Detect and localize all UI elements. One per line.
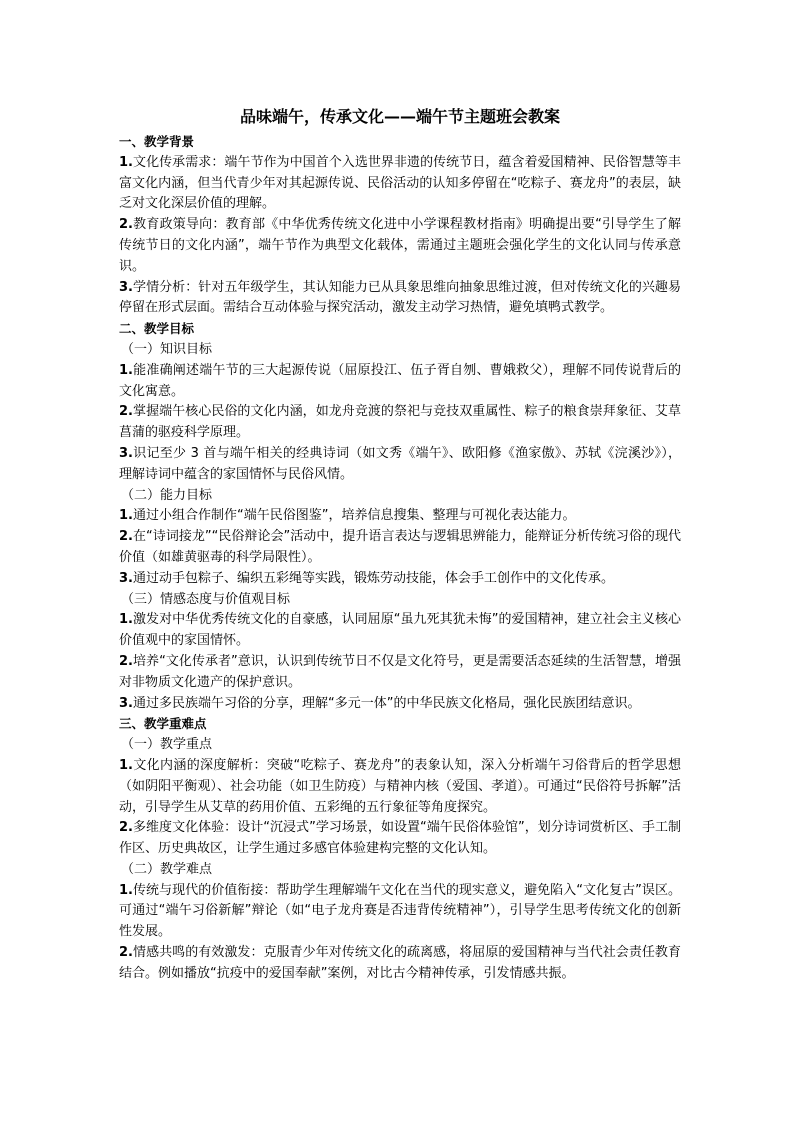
paragraph xyxy=(119,652,681,694)
section-heading-background: 一、教学背景 xyxy=(119,134,195,149)
item-number: 2. xyxy=(119,404,133,420)
paragraph-text: 教育政策导向：教育部《中华优秀传统文化进中小学课程教材指南》明确提出要“引导学生了解传统节日的文化内涵”，端午节作为典型文化载体，需通过主题班会强化学生的文化认同与传承意识。 xyxy=(119,217,681,274)
paragraph xyxy=(119,569,681,590)
item-number: 3. xyxy=(119,695,133,711)
paragraph-text: 激发对中华优秀传统文化的自豪感，认同屈原“虽九死其犹未悔”的爱国精神，建立社会主义核心价值观中的家国情怀。 xyxy=(119,612,681,649)
item-number: 1. xyxy=(119,154,133,170)
paragraph xyxy=(119,444,681,486)
paragraph-text: 通过小组合作制作“端午民俗图鉴”，培养信息搜集、整理与可视化表达能力。 xyxy=(132,508,576,524)
paragraph xyxy=(119,278,681,320)
paragraph-text: 学情分析：针对五年级学生，其认知能力已从具象思维向抽象思维过渡，但对传统文化的兴趣易停留在形式层面。需结合互动体验与探究活动，激发主动学习热情，避免填鸭式教学。 xyxy=(119,279,681,316)
paragraph-text: 在“诗词接龙”“民俗辩论会”活动中，提升语言表达与逻辑思辨能力，能辩证分析传统习俗的现代价值（如雄黄驱毒的科学局限性）。 xyxy=(119,529,681,565)
item-number: 2. xyxy=(119,820,133,836)
item-number: 2. xyxy=(119,653,133,669)
paragraph xyxy=(119,881,681,943)
paragraph-text: 识记至少 3 首与端午相关的经典诗词（如文秀《端午》、欧阳修《渔家傲》、苏轼《浣溪沙》），理解诗词中蕴含的家国情怀与民俗风情。 xyxy=(119,445,681,482)
paragraph xyxy=(119,153,681,215)
document-page xyxy=(119,104,681,985)
paragraph xyxy=(119,818,681,860)
item-number: 3. xyxy=(119,445,133,461)
item-number: 1. xyxy=(119,612,133,628)
paragraph-text: 掌握端午核心民俗的文化内涵，如龙舟竞渡的祭祀与竞技双重属性、粽子的粮食崇拜象征、艾草菖蒲的驱疫科学原理。 xyxy=(119,404,681,441)
subsection-heading: （一）知识目标 xyxy=(121,341,213,357)
paragraph xyxy=(119,756,681,818)
paragraph xyxy=(119,527,681,569)
item-number: 1. xyxy=(119,882,133,898)
item-number: 1. xyxy=(119,508,133,524)
subsection-heading: （二）教学难点 xyxy=(121,861,213,877)
subsection-heading: （一）教学重点 xyxy=(121,737,213,753)
section-heading-key-points: 三、教学重难点 xyxy=(119,716,207,732)
paragraph-text: 文化传承需求：端午节作为中国首个入选世界非遗的传统节日，蕴含着爱国精神、民俗智慧等丰富文化内涵，但当代青少年对其起源传说、民俗活动的认知多停留在“吃粽子、赛龙舟”的表层，缺乏对文化深层价值的理解。 xyxy=(119,154,681,212)
subsection-heading: （二）能力目标 xyxy=(121,487,213,503)
paragraph xyxy=(119,943,681,985)
paragraph-text: 文化内涵的深度解析：突破“吃粽子、赛龙舟”的表象认知，深入分析端午习俗背后的哲学思想（如阴阳平衡观）、社会功能（如卫生防疫）与精神内核（爱国、孝道）。可通过“民俗符号拆解”活动，引导学生从艾草的药用价值、五彩绳的五行象征等角度探究。 xyxy=(119,757,681,815)
paragraph-text: 多维度文化体验：设计“沉浸式”学习场景，如设置“端午民俗体验馆”，划分诗词赏析区、手工制作区、历史典故区，让学生通过多感官体验建构完整的文化认知。 xyxy=(119,820,681,857)
item-number: 1. xyxy=(119,362,133,378)
paragraph-text: 培养“文化传承者”意识，认识到传统节日不仅是文化符号，更是需要活态延续的生活智慧，增强对非物质文化遗产的保护意识。 xyxy=(119,653,681,690)
paragraph xyxy=(119,215,681,277)
paragraph xyxy=(119,694,681,715)
item-number: 3. xyxy=(119,279,133,295)
paragraph-text: 传统与现代的价值衔接：帮助学生理解端午文化在当代的现实意义，避免陷入“文化复古”误区。可通过“端午习俗新解”辩论（如“电子龙舟赛是否违背传统精神”），引导学生思考传统文化的创新性发展。 xyxy=(119,882,681,940)
item-number: 1. xyxy=(119,757,133,773)
item-number: 3. xyxy=(119,570,133,586)
paragraph-text: 通过多民族端午习俗的分享，理解“多元一体”的中华民族文化格局，强化民族团结意识。 xyxy=(132,695,641,711)
paragraph xyxy=(119,610,681,652)
paragraph-text: 通过动手包粽子、编织五彩绳等实践，锻炼劳动技能，体会手工创作中的文化传承。 xyxy=(132,570,614,586)
paragraph xyxy=(119,506,681,527)
item-number: 2. xyxy=(119,217,133,233)
item-number: 2. xyxy=(119,945,133,961)
item-number: 2. xyxy=(119,529,133,545)
paragraph-text: 能准确阐述端午节的三大起源传说（屈原投江、伍子胥自刎、曹娥救父），理解不同传说背后的文化寓意。 xyxy=(119,362,681,399)
section-heading-objectives: 二、教学目标 xyxy=(119,321,195,337)
document-title: 品味端午，传承文化——端午节主题班会教案 xyxy=(239,107,560,126)
paragraph xyxy=(119,361,681,403)
subsection-heading: （三）情感态度与价值观目标 xyxy=(121,591,291,607)
paragraph-text: 情感共鸣的有效激发：克服青少年对传统文化的疏离感，将屈原的爱国精神与当代社会责任教育结合。例如播放“抗疫中的爱国奉献”案例，对比古今精神传承，引发情感共振。 xyxy=(119,945,681,981)
paragraph xyxy=(119,402,681,444)
